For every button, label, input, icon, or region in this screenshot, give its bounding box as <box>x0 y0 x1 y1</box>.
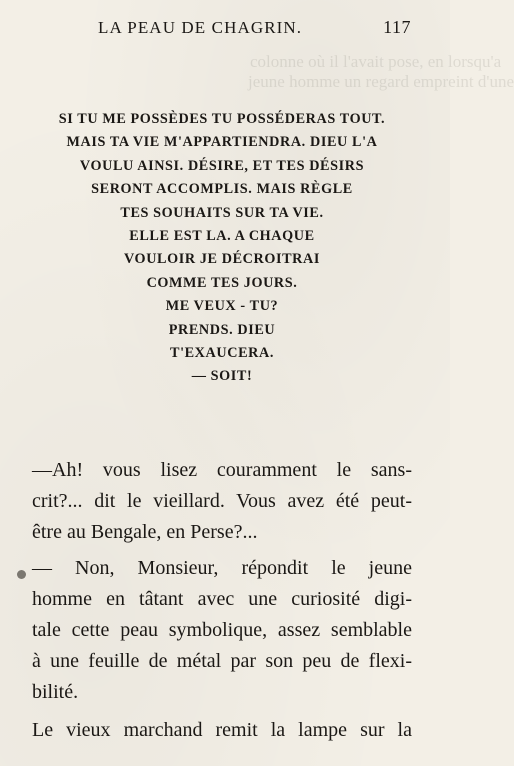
inscription-line: ME VEUX - TU? <box>165 298 279 315</box>
text-line: —Ah! vous lisez couramment le sans- <box>32 459 412 481</box>
text-line: être au Bengale, en Perse?... <box>32 520 258 543</box>
show-through-text: jeune homme un regard empreint d'une <box>248 72 514 91</box>
text-line: homme en tâtant avec une curiosité digi- <box>32 588 412 611</box>
running-head <box>56 14 411 38</box>
inscription-line: VOULOIR JE DÉCROITRAI <box>124 251 320 268</box>
text-line: Le vieux marchand remit la lampe sur la <box>32 719 412 742</box>
inscription-line: MAIS TA VIE M'APPARTIENDRA. DIEU L'A <box>66 134 378 151</box>
inscription-line: VOULU AINSI. DÉSIRE, ET TES DÉSIRS <box>79 157 365 174</box>
page-number: 117 <box>383 17 411 37</box>
body-text <box>32 455 412 746</box>
inscription-line: ELLE EST LA. A CHAQUE <box>129 228 315 245</box>
ink-blot <box>17 570 26 579</box>
text-line: tale cette peau symbolique, assez semblable <box>32 618 412 641</box>
text-line: bilité. <box>32 680 79 703</box>
running-title: LA PEAU DE CHAGRIN. <box>98 18 303 37</box>
inscription-line: T'EXAUCERA. <box>170 345 274 362</box>
inscription-line: TES SOUHAITS SUR TA VIE. <box>120 204 324 221</box>
inscription-line: COMME TES JOURS. <box>146 274 298 291</box>
inscription-line: PRENDS. DIEU <box>168 321 276 338</box>
show-through-text: colonne où il l'avait pose, en lorsqu'a <box>250 52 502 71</box>
inscription-line: SI TU ME POSSÈDES TU POSSÉDERAS TOUT. <box>58 111 386 127</box>
text-line: — Non, Monsieur, répondit le jeune <box>32 557 412 580</box>
paragraph <box>32 455 412 547</box>
text-line: crit?... dit le vieillard. Vous avez été peut- <box>32 489 412 512</box>
talisman-inscription <box>12 108 432 389</box>
text-line: à une feuille de métal par son peu de flexi- <box>32 649 412 672</box>
paragraph <box>32 553 412 707</box>
paragraph <box>32 715 412 746</box>
inscription-line: — SOIT! <box>191 368 253 385</box>
inscription-line: SERONT ACCOMPLIS. MAIS RÈGLE <box>91 181 353 198</box>
